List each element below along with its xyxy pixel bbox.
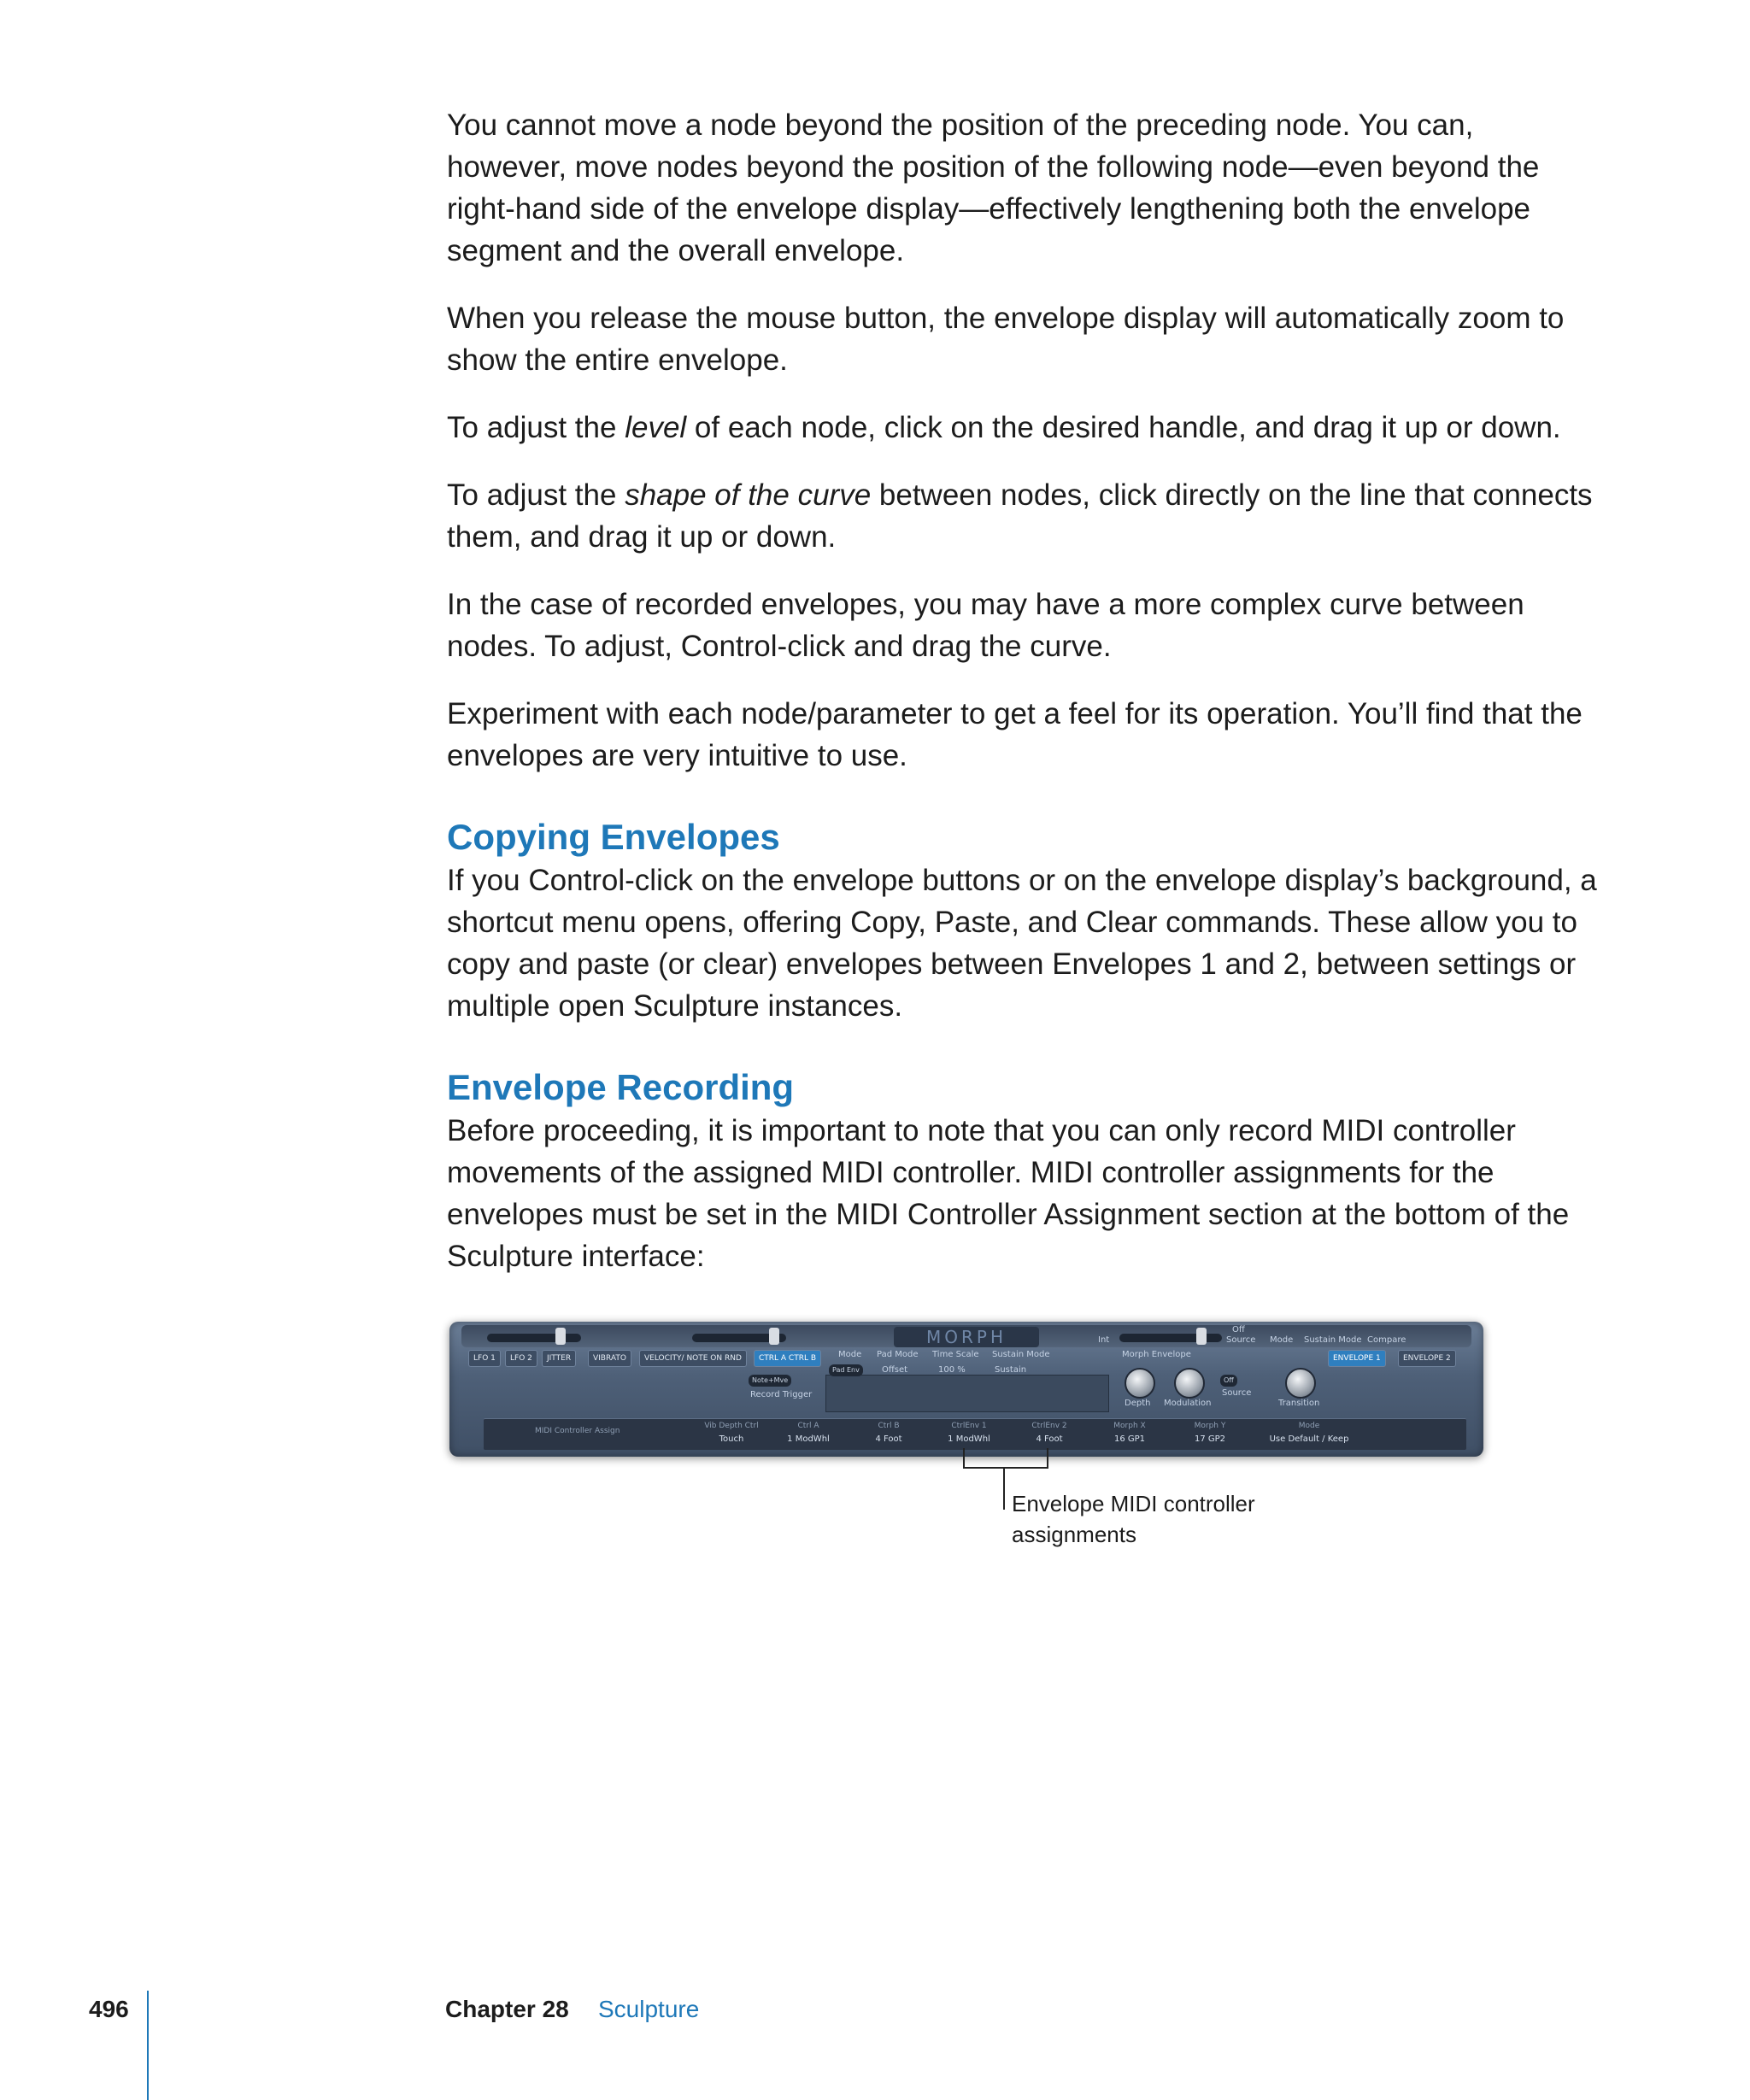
callout-label: Envelope MIDI controller assignments bbox=[1012, 1491, 1255, 1547]
sustain-label: Sustain bbox=[995, 1365, 1027, 1375]
assign-ctrlenv-2[interactable]: CtrlEnv 2 4 Foot bbox=[1031, 1422, 1067, 1444]
modulation-label: Modulation bbox=[1164, 1399, 1212, 1408]
transition-knob[interactable] bbox=[1285, 1368, 1316, 1399]
compare-label: Compare bbox=[1367, 1335, 1406, 1345]
tab-lfo2[interactable]: LFO 2 bbox=[505, 1350, 537, 1367]
sustain-mode-label: Sustain Mode bbox=[992, 1350, 1050, 1359]
mode-label: Mode bbox=[1270, 1335, 1294, 1345]
int-label: Int bbox=[1098, 1335, 1110, 1345]
depth-knob[interactable] bbox=[1125, 1368, 1155, 1399]
offset-label: Offset bbox=[882, 1365, 908, 1375]
morph-envelope-label: Morph Envelope bbox=[1122, 1350, 1191, 1359]
paragraph-zoom: When you release the mouse button, the envelope display will automatically zoom to show the entire envelope. bbox=[447, 302, 1565, 377]
tab-jitter[interactable]: JITTER bbox=[542, 1350, 576, 1367]
heading-envelope-recording: Envelope Recording bbox=[447, 1067, 795, 1107]
transition-label: Transition bbox=[1278, 1399, 1320, 1408]
assign-morph-x[interactable]: Morph X 16 GP1 bbox=[1113, 1422, 1146, 1444]
paragraph-copying: If you Control-click on the envelope buttons or on the envelope display’s background, a shortcut menu opens, offering Copy, Paste, and Clear commands. These allow you to copy and paste (or clear) envelopes between Envelopes 1 and 2, between settings or multiple open Sculpture instances. bbox=[447, 864, 1597, 1023]
source-off-button[interactable]: Off bbox=[1220, 1375, 1237, 1387]
paragraph-shape: To adjust the shape of the curve between nodes, click directly on the line that connects them, and drag it up or down. bbox=[447, 478, 1593, 554]
tab-ctrl-ab[interactable]: CTRL A CTRL B bbox=[754, 1350, 821, 1367]
callout-bracket bbox=[963, 1448, 1048, 1469]
assign-ctrlenv-1[interactable]: CtrlEnv 1 1 ModWhl bbox=[948, 1422, 990, 1444]
tab-lfo1[interactable]: LFO 1 bbox=[468, 1350, 501, 1367]
slider-handle[interactable] bbox=[1196, 1328, 1207, 1345]
emphasis-level: level bbox=[625, 411, 687, 444]
footer-chapter: Chapter 28 bbox=[445, 1996, 569, 2022]
sculpture-panel-figure bbox=[449, 1322, 1483, 1457]
assign-morph-y[interactable]: Morph Y 17 GP2 bbox=[1194, 1422, 1226, 1444]
footer-divider bbox=[147, 1991, 149, 2100]
slider[interactable] bbox=[487, 1334, 581, 1342]
tab-velocity[interactable]: VELOCITY/ NOTE ON RND bbox=[639, 1350, 747, 1367]
sustain-mode-label: Sustain Mode bbox=[1304, 1335, 1362, 1345]
heading-copying-envelopes: Copying Envelopes bbox=[447, 817, 780, 857]
tab-vibrato[interactable]: VIBRATO bbox=[588, 1350, 631, 1367]
paragraph-node-move: You cannot move a node beyond the position of the preceding node. You can, however, move nodes beyond the position of the following node—even beyond the right-hand side of the envelope display—effectively lengthening both the envelope segment and the overall envelope. bbox=[447, 109, 1540, 267]
slider[interactable] bbox=[1119, 1334, 1222, 1342]
slider-handle[interactable] bbox=[555, 1328, 566, 1345]
tab-envelope-1[interactable]: ENVELOPE 1 bbox=[1328, 1350, 1386, 1367]
midi-controller-assign-bar bbox=[484, 1418, 1466, 1450]
envelope-pad-display[interactable] bbox=[825, 1375, 1109, 1412]
midi-assign-label: MIDI Controller Assign bbox=[535, 1427, 620, 1435]
slider-handle[interactable] bbox=[769, 1328, 779, 1345]
page-body bbox=[447, 104, 1600, 1303]
note-mve-button[interactable]: Note+Mve bbox=[749, 1375, 791, 1387]
source-label: Source bbox=[1222, 1388, 1252, 1398]
tab-envelope-2[interactable]: ENVELOPE 2 bbox=[1398, 1350, 1456, 1367]
paragraph-recording: Before proceeding, it is important to note that you can only record MIDI controller movements of the assigned MIDI controller. MIDI controller assignments for the envelopes must be set in the MIDI Controller Assignment section at the bottom of the Sculpture interface: bbox=[447, 1114, 1570, 1273]
morph-display: MORPH bbox=[894, 1327, 1039, 1347]
assign-ctrl-a[interactable]: Ctrl A 1 ModWhl bbox=[787, 1422, 830, 1444]
percent-label: 100 % bbox=[938, 1365, 966, 1375]
paragraph-recorded: In the case of recorded envelopes, you may have a more complex curve between nodes. To adjust, Control-click and drag the curve. bbox=[447, 588, 1524, 663]
time-scale-label: Time Scale bbox=[932, 1350, 979, 1359]
assign-ctrl-b[interactable]: Ctrl B 4 Foot bbox=[875, 1422, 902, 1444]
pad-env-button[interactable]: Pad Env bbox=[829, 1364, 863, 1376]
assign-mode[interactable]: Mode Use Default / Keep bbox=[1269, 1422, 1349, 1444]
callout-line bbox=[1003, 1467, 1005, 1510]
mode-label: Mode bbox=[838, 1350, 862, 1359]
footer-section: Sculpture bbox=[598, 1996, 700, 2022]
source-label: Source bbox=[1226, 1335, 1256, 1345]
pad-mode-label: Pad Mode bbox=[877, 1350, 919, 1359]
modulation-knob[interactable] bbox=[1174, 1368, 1205, 1399]
record-trigger-label: Record Trigger bbox=[750, 1390, 813, 1399]
emphasis-shape: shape of the curve bbox=[625, 478, 872, 512]
paragraph-experiment: Experiment with each node/parameter to get a feel for its operation. You’ll find that the envelopes are very intuitive to use. bbox=[447, 697, 1583, 772]
off-label: Off bbox=[1232, 1325, 1245, 1334]
depth-label: Depth bbox=[1125, 1399, 1151, 1408]
page-number: 496 bbox=[89, 1996, 129, 2022]
assign-vib-depth[interactable]: Vib Depth Ctrl Touch bbox=[704, 1422, 759, 1444]
paragraph-level: To adjust the level of each node, click on the desired handle, and drag it up or down. bbox=[447, 411, 1561, 444]
